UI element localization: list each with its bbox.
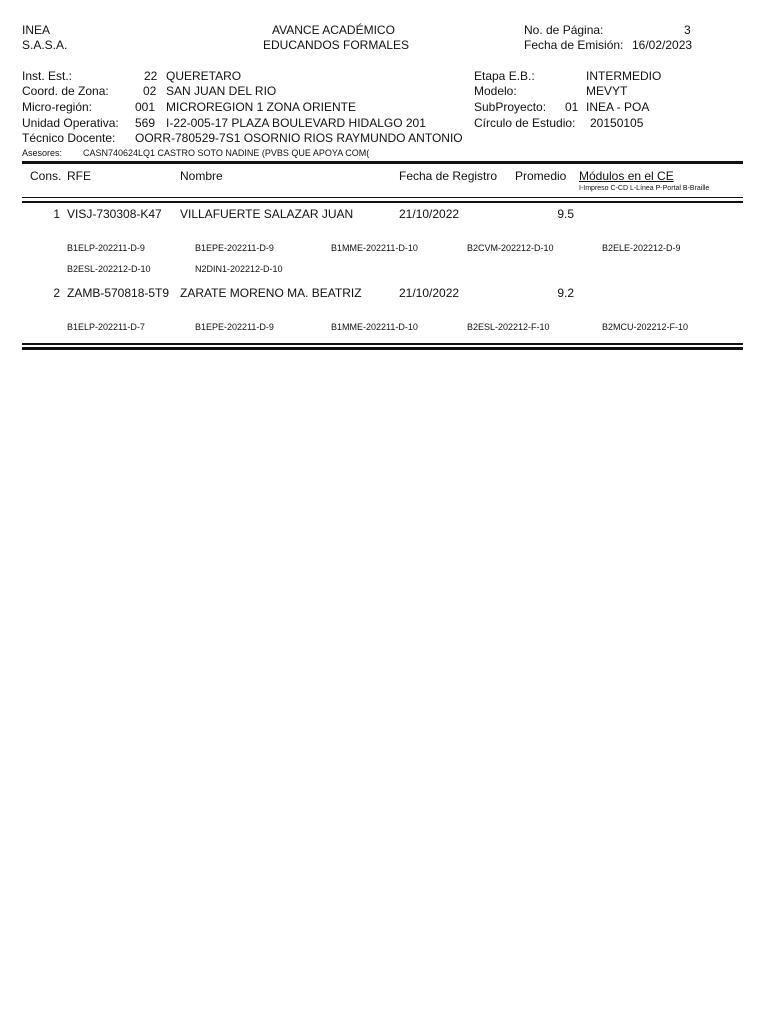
subproyecto-value: INEA - POA [586, 100, 650, 114]
col-fecha-header: Fecha de Registro [399, 169, 498, 183]
etapa-label: Etapa E.B.: [474, 69, 535, 83]
table-header-rule-1 [22, 197, 743, 198]
etapa-value: INTERMEDIO [586, 69, 662, 83]
module-code: B1EPE-202211-D-9 [195, 243, 274, 253]
module-code: B1EPE-202211-D-9 [195, 322, 274, 332]
coord-code: 02 [143, 84, 157, 98]
row-cons: 1 [53, 207, 60, 221]
emission-date: 16/02/2023 [632, 38, 693, 52]
row-cons: 2 [53, 286, 60, 300]
coord-value: SAN JUAN DEL RIO [166, 84, 277, 98]
unidad-code: 569 [135, 116, 156, 130]
row-nombre: ZARATE MORENO MA. BEATRIZ [180, 286, 362, 300]
coord-label: Coord. de Zona: [22, 84, 109, 98]
col-rfe-header: RFE [67, 169, 91, 183]
circulo-value: 20150105 [590, 116, 644, 130]
row-promedio: 9.2 [557, 286, 574, 300]
table-top-rule [22, 161, 743, 164]
asesores-value: CASN740624LQ1 CASTRO SOTO NADINE (PVBS QUE APOYA COM( [83, 148, 370, 158]
report-title: AVANCE ACADÉMICO [272, 23, 395, 37]
tecnico-label: Técnico Docente: [22, 131, 116, 145]
tecnico-value: OORR-780529-7S1 OSORNIO RIOS RAYMUNDO ANTONIO [135, 131, 463, 145]
subproyecto-label: SubProyecto: [474, 100, 547, 114]
module-code: B2ESL-202212-F-10 [467, 322, 550, 332]
micro-label: Micro-región: [22, 100, 93, 114]
micro-code: 001 [135, 100, 156, 114]
col-nombre-header: Nombre [180, 169, 223, 183]
subproyecto-code: 01 [565, 100, 579, 114]
table-header-rule-2 [22, 201, 743, 203]
row-fecha: 21/10/2022 [399, 286, 460, 300]
module-code: B2ELE-202212-D-9 [602, 243, 681, 253]
asesores-label: Asesores: [22, 148, 63, 158]
modelo-value: MEVYT [586, 84, 628, 98]
row-rfe: VISJ-730308-K47 [67, 207, 162, 221]
table-bottom-rule-2 [22, 347, 743, 350]
module-code: B2MCU-202212-F-10 [602, 322, 689, 332]
module-code: B1ELP-202211-D-7 [67, 322, 145, 332]
row-nombre: VILLAFUERTE SALAZAR JUAN [180, 207, 354, 221]
table-bottom-rule-1 [22, 343, 743, 345]
module-code: B2ESL-202212-D-10 [67, 264, 151, 274]
emission-date-label: Fecha de Emisión: [524, 38, 624, 52]
report-subtitle: EDUCANDOS FORMALES [263, 38, 410, 52]
row-fecha: 21/10/2022 [399, 207, 460, 221]
module-code: N2DIN1-202212-D-10 [195, 264, 283, 274]
module-code: B1ELP-202211-D-9 [67, 243, 145, 253]
org-name: INEA [22, 23, 51, 37]
org-subname: S.A.S.A. [22, 38, 68, 52]
module-code: B2CVM-202212-D-10 [467, 243, 554, 253]
page-label: No. de Página: [524, 23, 604, 37]
row-rfe: ZAMB-570818-5T9 [67, 286, 170, 300]
col-cons-header: Cons. [30, 169, 62, 183]
modelo-label: Modelo: [474, 84, 517, 98]
page-number: 3 [684, 23, 691, 37]
module-code: B1MME-202211-D-10 [331, 322, 418, 332]
module-code: B1MME-202211-D-10 [331, 243, 418, 253]
row-promedio: 9.5 [557, 207, 574, 221]
unidad-value: I-22-005-17 PLAZA BOULEVARD HIDALGO 201 [166, 116, 426, 130]
circulo-label: Círculo de Estudio: [474, 116, 576, 130]
unidad-label: Unidad Operativa: [22, 116, 119, 130]
inst-value: QUERETARO [166, 69, 242, 83]
micro-value: MICROREGION 1 ZONA ORIENTE [166, 100, 357, 114]
col-promedio-header: Promedio [515, 169, 567, 183]
inst-label: Inst. Est.: [22, 69, 73, 83]
modulos-legend: I-Impreso C-CD L-Línea P-Portal B-Braille [579, 185, 710, 192]
col-modulos-header: Módulos en el CE [579, 169, 674, 183]
inst-code: 22 [144, 69, 158, 83]
